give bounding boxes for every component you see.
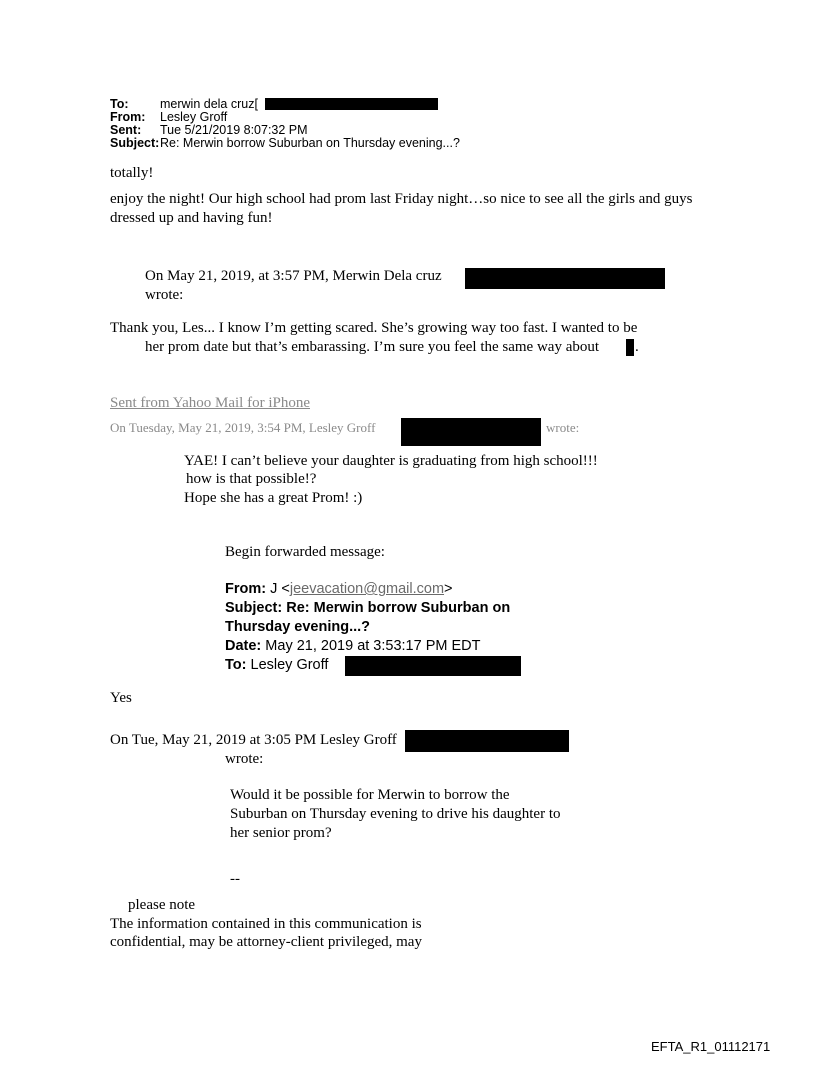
quote3-wrote: wrote:	[225, 751, 264, 767]
quote3-line: Would it be possible for Merwin to borrow the	[230, 787, 510, 803]
email-link[interactable]: jeevacation@gmail.com	[289, 581, 445, 597]
redaction	[465, 268, 665, 289]
quote1-header: On May 21, 2019, at 3:57 PM, Merwin Dela cruz	[145, 268, 442, 284]
subject-value: Re: Merwin borrow Suburban on Thursday evening...?	[160, 136, 460, 150]
forward-date: Date: May 21, 2019 at 3:53:17 PM EDT	[225, 638, 481, 654]
to-label: To:	[110, 97, 129, 111]
quote1-end: .	[635, 339, 639, 355]
redaction	[265, 98, 438, 110]
document-id: EFTA_R1_01112171	[651, 1039, 771, 1054]
from-value: Lesley Groff	[160, 110, 228, 124]
quote3-line: Suburban on Thursday evening to drive his daughter to	[230, 806, 561, 822]
forward-from: From: J <jeevacation@gmail.com>	[225, 581, 453, 597]
forward-to: To: Lesley Groff	[225, 657, 329, 673]
redaction	[626, 339, 634, 356]
quote1-wrote: wrote:	[145, 287, 184, 303]
forward-intro: Begin forwarded message:	[225, 544, 385, 560]
forward-subject-cont: Thursday evening...?	[225, 619, 371, 635]
disclaimer-line: please note	[128, 897, 196, 913]
quote2-line: YAE! I can’t believe your daughter is graduating from high school!!!	[184, 453, 598, 469]
yahoo-signature-link[interactable]: Sent from Yahoo Mail for iPhone	[110, 395, 310, 411]
to-value: merwin dela cruz[	[160, 97, 258, 111]
signature-separator: --	[230, 871, 240, 887]
redaction	[405, 730, 569, 752]
quote2-wrote: wrote:	[546, 420, 580, 435]
quote2-line: how is that possible!?	[186, 471, 317, 487]
reply-line: enjoy the night! Our high school had prom last Friday night…so nice to see all the girls and guys	[110, 191, 693, 207]
subject-label: Subject:	[110, 136, 160, 150]
quote3-line: her senior prom?	[230, 825, 332, 841]
quote3-header: On Tue, May 21, 2019 at 3:05 PM Lesley Groff	[110, 732, 397, 748]
redaction	[401, 418, 541, 446]
disclaimer-line: confidential, may be attorney-client privileged, may	[110, 934, 422, 950]
quote2-header: On Tuesday, May 21, 2019, 3:54 PM, Lesley Groff	[110, 420, 376, 435]
forward-subject: Subject: Re: Merwin borrow Suburban on	[225, 600, 511, 616]
sent-value: Tue 5/21/2019 8:07:32 PM	[160, 123, 308, 137]
yes-reply: Yes	[110, 690, 132, 706]
redaction	[345, 656, 521, 676]
quote1-line: her prom date but that’s embarassing. I’m sure you feel the same way about	[145, 339, 600, 355]
reply-line: dressed up and having fun!	[110, 210, 273, 226]
quote2-line: Hope she has a great Prom! :)	[184, 490, 363, 506]
disclaimer-line: The information contained in this communication is	[110, 916, 422, 932]
from-label: From:	[110, 110, 146, 124]
sent-label: Sent:	[110, 123, 142, 137]
reply-line: totally!	[110, 165, 154, 181]
quote1-line: Thank you, Les... I know I’m getting scared. She’s growing way too fast. I wanted to be	[110, 320, 638, 336]
